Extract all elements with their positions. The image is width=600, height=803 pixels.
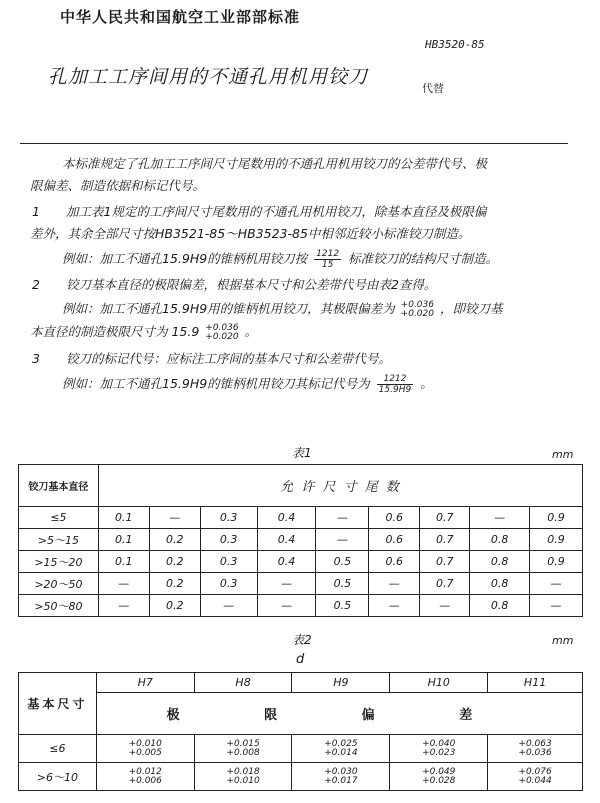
table-2-row-header: 基本尺寸 <box>19 673 97 735</box>
table-cell <box>488 735 583 763</box>
table-2-row-label: ≤6 <box>19 735 97 763</box>
table-cell <box>292 735 390 763</box>
lower-deviation: +0.008 <box>226 747 260 758</box>
example-3-fraction-numerator: 1212 <box>377 374 414 385</box>
example-2-cont <box>30 323 257 342</box>
document-title: 孔加工工序间用的不通孔用机用铰刀 <box>48 66 369 88</box>
table-cell <box>390 763 488 791</box>
clause-3-number: 3 <box>32 351 40 366</box>
lower-deviation: +0.023 <box>422 747 456 758</box>
table-cell: 0.3 <box>200 529 257 551</box>
clause-2-number: 2 <box>32 277 40 292</box>
table-cell: — <box>470 507 530 529</box>
table-cell: 0.6 <box>369 507 420 529</box>
table-cell: 0.5 <box>316 573 369 595</box>
table-cell: 0.8 <box>470 595 530 617</box>
header-rule <box>20 143 568 144</box>
table-cell: 0.5 <box>316 551 369 573</box>
upper-deviation: +0.012 <box>128 766 162 777</box>
table-2-caption: 表2 <box>292 633 312 647</box>
table-cell: 0.4 <box>257 507 316 529</box>
upper-deviation: +0.018 <box>226 766 260 777</box>
example-3-fraction <box>377 374 414 395</box>
table-1-unit: mm <box>552 448 574 461</box>
standard-number: HB3520-85 <box>425 38 485 51</box>
table-cell <box>194 763 292 791</box>
example-2 <box>62 300 502 319</box>
table-1-span-header: 允 许 尺 寸 尾 数 <box>98 465 582 507</box>
table-cell: — <box>530 595 583 617</box>
table-cell: 0.2 <box>149 595 200 617</box>
table-cell: 0.1 <box>98 529 149 551</box>
lower-deviation: +0.006 <box>128 775 162 786</box>
example-2-text-d: 。 <box>244 324 258 339</box>
table-2-grade-h11: H11 <box>488 673 583 693</box>
table-cell: 0.1 <box>98 507 149 529</box>
upper-deviation: +0.025 <box>324 738 358 749</box>
example-2-limit-upper: +0.036 <box>205 322 239 333</box>
table-cell: 0.2 <box>149 573 200 595</box>
table-cell: 0.8 <box>470 551 530 573</box>
clause-1 <box>32 203 486 221</box>
table-cell: 0.3 <box>200 573 257 595</box>
lower-deviation: +0.014 <box>324 747 358 758</box>
table-2-row-label: >6～10 <box>19 763 97 791</box>
table-cell <box>488 763 583 791</box>
table-2-grade-h9: H9 <box>292 673 390 693</box>
example-2-lower-deviation: +0.020 <box>400 308 434 319</box>
table-2-grade-h10: H10 <box>390 673 488 693</box>
example-2-text-b: ，即铰刀基 <box>439 301 503 316</box>
table-cell: 0.9 <box>530 551 583 573</box>
table-cell: 0.3 <box>200 551 257 573</box>
table-2-span-header: 极 限 偏 差 <box>96 693 582 735</box>
table-2 <box>18 672 583 791</box>
upper-deviation: +0.010 <box>128 738 162 749</box>
table-cell: — <box>316 507 369 529</box>
table-cell: 0.7 <box>420 507 470 529</box>
table-cell <box>96 735 194 763</box>
upper-deviation: +0.049 <box>422 766 456 777</box>
clause-3 <box>32 350 391 368</box>
table-cell: — <box>98 595 149 617</box>
table-1-row-label: >15～20 <box>19 551 99 573</box>
clause-1-text-b: 差外，其余全部尺寸按HB3521-85～HB3523-85中相邻近较小标准铰刀制造。 <box>30 226 471 241</box>
clause-1-number: 1 <box>32 204 40 219</box>
example-1-fraction-denominator: 15 <box>321 260 334 270</box>
table-row <box>19 551 583 573</box>
table-cell: — <box>316 529 369 551</box>
clause-1-text-a: 加工表1规定的工序间尺寸尾数用的不通孔用机用铰刀，除基本直径及极限偏 <box>65 204 487 219</box>
table-2-d-label: d <box>296 652 305 667</box>
table-cell: 0.4 <box>257 551 316 573</box>
table-row <box>19 573 583 595</box>
table-cell <box>292 763 390 791</box>
example-2-upper-deviation: +0.036 <box>400 299 434 310</box>
upper-deviation: +0.030 <box>324 766 358 777</box>
lower-deviation: +0.044 <box>518 775 552 786</box>
table-cell: 0.7 <box>420 573 470 595</box>
example-3-text-b: 。 <box>420 376 433 391</box>
lower-deviation: +0.010 <box>226 775 260 786</box>
table-1-caption: 表1 <box>292 446 312 460</box>
issuing-organization: 中华人民共和国航空工业部部标准 <box>60 8 301 26</box>
example-2-text-c: 本直径的制造极限尺寸为 15.9 <box>30 324 200 339</box>
table-2-grade-h7: H7 <box>96 673 194 693</box>
table-1-row-label: >50～80 <box>19 595 99 617</box>
example-2-limit-lower: +0.020 <box>205 331 239 342</box>
intro-line-2: 限偏差、制造依据和标记代号。 <box>30 178 206 193</box>
table-cell: 0.8 <box>470 573 530 595</box>
table-cell <box>96 763 194 791</box>
table-cell: 0.4 <box>257 529 316 551</box>
table-row <box>19 735 583 763</box>
example-3-fraction-denominator: 15.9H9 <box>378 385 412 395</box>
lower-deviation: +0.005 <box>128 747 162 758</box>
clause-2 <box>32 276 436 294</box>
table-cell: 0.6 <box>369 529 420 551</box>
table-row <box>19 529 583 551</box>
intro-line-1: 本标准规定了孔加工工序间尺寸尾数用的不通孔用机用铰刀的公差带代号、极 <box>62 156 488 171</box>
lower-deviation: +0.017 <box>324 775 358 786</box>
table-1-row-label: >5～15 <box>19 529 99 551</box>
example-2-limit-size-deviation <box>205 324 238 342</box>
example-3-text-a: 例如：加工不通孔15.9H9的锥柄机用铰刀其标记代号为 <box>62 376 370 391</box>
table-2-unit: mm <box>552 634 574 647</box>
table-cell: 0.5 <box>316 595 369 617</box>
table-cell: 0.9 <box>530 507 583 529</box>
table-cell: — <box>369 595 420 617</box>
table-cell: 0.3 <box>200 507 257 529</box>
table-cell <box>194 735 292 763</box>
table-cell: — <box>530 573 583 595</box>
example-2-text-a: 例如：加工不通孔15.9H9用的锥柄机用铰刀，其极限偏差为 <box>62 301 395 316</box>
example-1-text-b: 标准铰刀的结构尺寸制造。 <box>348 251 499 266</box>
table-cell: — <box>98 573 149 595</box>
example-1-fraction-numerator: 1212 <box>316 249 340 259</box>
table-cell: 0.2 <box>149 529 200 551</box>
table-row <box>19 507 583 529</box>
example-2-deviation <box>401 301 434 319</box>
table-1-row-label: >20～50 <box>19 573 99 595</box>
clause-3-text: 铰刀的标记代号：应标注工序间的基本尺寸和公差带代号。 <box>65 351 391 366</box>
table-cell: 0.1 <box>98 551 149 573</box>
table-cell: — <box>200 595 257 617</box>
table-1-row-label: ≤5 <box>19 507 99 529</box>
example-3 <box>62 374 433 395</box>
upper-deviation: +0.015 <box>226 738 260 749</box>
table-cell: — <box>149 507 200 529</box>
table-cell: — <box>257 595 316 617</box>
lower-deviation: +0.028 <box>422 775 456 786</box>
table-row <box>19 595 583 617</box>
replaces-label: 代替 <box>422 82 444 95</box>
table-cell: 0.7 <box>420 529 470 551</box>
upper-deviation: +0.076 <box>518 766 552 777</box>
example-1 <box>62 249 498 270</box>
clause-2-text: 铰刀基本直径的极限偏差，根据基本尺寸和公差带代号由表2查得。 <box>65 277 437 292</box>
example-1-text-a: 例如：加工不通孔15.9H9的锥柄机用铰刀按 <box>62 251 308 266</box>
table-cell: 0.7 <box>420 551 470 573</box>
table-cell: — <box>369 573 420 595</box>
table-row <box>19 763 583 791</box>
table-cell: 0.6 <box>369 551 420 573</box>
table-cell: 0.8 <box>470 529 530 551</box>
table-cell: — <box>420 595 470 617</box>
upper-deviation: +0.040 <box>422 738 456 749</box>
table-1 <box>18 464 583 617</box>
table-cell <box>390 735 488 763</box>
lower-deviation: +0.036 <box>518 747 552 758</box>
table-1-column-header: 铰刀基本直径 <box>19 465 99 507</box>
upper-deviation: +0.063 <box>518 738 552 749</box>
example-1-fraction <box>314 249 341 270</box>
table-2-grade-h8: H8 <box>194 673 292 693</box>
table-cell: — <box>257 573 316 595</box>
table-cell: 0.2 <box>149 551 200 573</box>
table-cell: 0.9 <box>530 529 583 551</box>
